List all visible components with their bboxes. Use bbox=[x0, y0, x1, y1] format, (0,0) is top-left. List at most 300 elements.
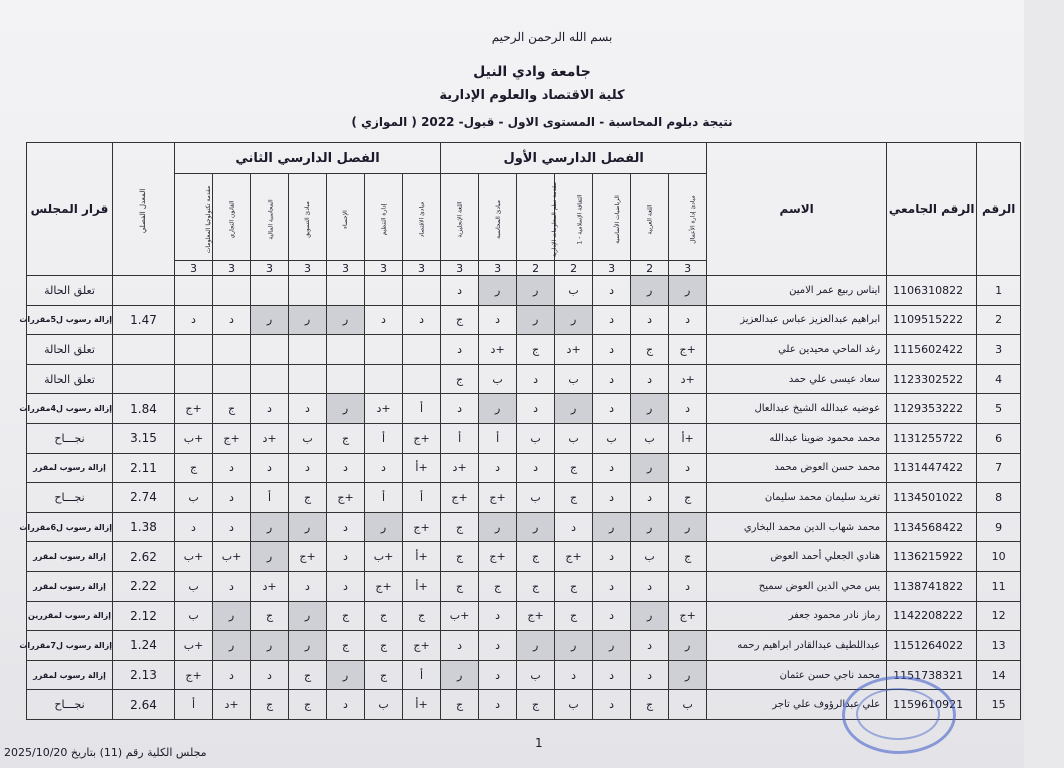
grade-cell: د bbox=[327, 512, 365, 542]
row-number: 14 bbox=[977, 660, 1021, 690]
grade-cell: أ+ bbox=[403, 690, 441, 720]
grade-cell: ج bbox=[631, 335, 669, 365]
grade-cell: ر bbox=[555, 394, 593, 424]
grade-cell bbox=[175, 335, 213, 365]
grade-cell bbox=[327, 276, 365, 306]
row-number: 10 bbox=[977, 542, 1021, 572]
student-id: 1129353222 bbox=[887, 394, 977, 424]
student-name: يس محي الدين العوض سميح bbox=[707, 571, 887, 601]
student-name: محمد حسن العوض محمد bbox=[707, 453, 887, 483]
grade-cell bbox=[365, 276, 403, 306]
credit-hours: 3 bbox=[479, 261, 517, 276]
grade-cell: ر bbox=[289, 631, 327, 661]
semester-gpa: 2.13 bbox=[113, 660, 175, 690]
grade-cell: د bbox=[403, 305, 441, 335]
grade-cell: د bbox=[175, 512, 213, 542]
grade-cell: د bbox=[669, 453, 707, 483]
grade-cell: ر bbox=[517, 305, 555, 335]
grade-cell: ج+ bbox=[441, 483, 479, 513]
grade-cell: ر bbox=[517, 512, 555, 542]
grade-cell: د bbox=[479, 660, 517, 690]
grade-cell: ر bbox=[669, 512, 707, 542]
grade-cell: ج bbox=[213, 394, 251, 424]
student-id: 1136215922 bbox=[887, 542, 977, 572]
grade-cell: د bbox=[365, 453, 403, 483]
grade-cell: د bbox=[479, 631, 517, 661]
grade-cell: ب+ bbox=[213, 542, 251, 572]
grade-cell: د bbox=[213, 483, 251, 513]
grade-cell: د bbox=[441, 276, 479, 306]
subject-header: اللغة العربية bbox=[631, 174, 669, 261]
name-header: الاسم bbox=[707, 143, 887, 276]
grade-cell: د bbox=[479, 305, 517, 335]
student-row bbox=[27, 335, 1021, 365]
grade-cell: ر bbox=[631, 512, 669, 542]
grade-cell: ج+ bbox=[669, 335, 707, 365]
grade-cell: ج bbox=[251, 601, 289, 631]
student-name: محمد محمود ضوينا عبدالله bbox=[707, 423, 887, 453]
subject-header: مبادئ الاقتصاد bbox=[403, 174, 441, 261]
no-header: الرقم bbox=[977, 143, 1021, 276]
grade-cell: ب bbox=[517, 660, 555, 690]
grade-cell: د bbox=[593, 453, 631, 483]
subject-header: القانون التجاري bbox=[213, 174, 251, 261]
grade-cell: ر bbox=[251, 512, 289, 542]
grade-cell: د bbox=[631, 305, 669, 335]
grade-cell: ج+ bbox=[213, 423, 251, 453]
grade-cell: ج bbox=[441, 571, 479, 601]
grade-cell: ب bbox=[555, 364, 593, 394]
grade-cell: أ bbox=[365, 483, 403, 513]
semester-gpa: 2.74 bbox=[113, 483, 175, 513]
grade-cell: د bbox=[593, 483, 631, 513]
grade-cell: د bbox=[593, 305, 631, 335]
grade-cell: ر bbox=[479, 512, 517, 542]
row-number: 7 bbox=[977, 453, 1021, 483]
grade-cell: ج+ bbox=[555, 542, 593, 572]
council-decision: إزالة رسوب لمقرر bbox=[27, 453, 113, 483]
grade-cell: د bbox=[213, 512, 251, 542]
grade-cell: ر bbox=[251, 305, 289, 335]
grade-cell: ج bbox=[403, 601, 441, 631]
grade-cell: ر bbox=[213, 631, 251, 661]
grade-cell: د bbox=[593, 690, 631, 720]
grade-cell: ر bbox=[289, 512, 327, 542]
grade-cell: ج bbox=[327, 423, 365, 453]
grade-cell: ج+ bbox=[517, 601, 555, 631]
grade-cell: د bbox=[327, 571, 365, 601]
grade-cell: د bbox=[213, 453, 251, 483]
credit-hours: 3 bbox=[593, 261, 631, 276]
faculty-name: كلية الاقتصاد والعلوم الإدارية bbox=[439, 88, 625, 103]
grade-cell: د+ bbox=[441, 453, 479, 483]
credit-hours: 3 bbox=[289, 261, 327, 276]
row-number: 6 bbox=[977, 423, 1021, 453]
grade-cell: ج+ bbox=[403, 512, 441, 542]
student-row bbox=[27, 423, 1021, 453]
subject-header: مبادئ إدارة الأعمال bbox=[669, 174, 707, 261]
grade-cell: ب bbox=[289, 423, 327, 453]
council-decision: نجـــاح bbox=[27, 690, 113, 720]
student-row bbox=[27, 512, 1021, 542]
grade-cell: ب+ bbox=[365, 542, 403, 572]
grade-cell: د bbox=[593, 276, 631, 306]
grade-cell: ج bbox=[555, 453, 593, 483]
grade-cell: أ+ bbox=[669, 423, 707, 453]
grade-cell: ج bbox=[517, 690, 555, 720]
student-row bbox=[27, 571, 1021, 601]
council-decision: إزالة رسوب ل7مقررات bbox=[27, 631, 113, 661]
subject-header: مقدمة تكنولوجيا المعلومات bbox=[175, 174, 213, 261]
grade-cell: ج+ bbox=[403, 631, 441, 661]
student-id: 1159610921 bbox=[887, 690, 977, 720]
grade-cell: د bbox=[669, 305, 707, 335]
row-number: 11 bbox=[977, 571, 1021, 601]
student-row bbox=[27, 276, 1021, 306]
row-number: 4 bbox=[977, 364, 1021, 394]
grade-cell: ج bbox=[669, 542, 707, 572]
council-decision: تعلق الحالة bbox=[27, 276, 113, 306]
row-number: 2 bbox=[977, 305, 1021, 335]
credit-hours: 3 bbox=[669, 261, 707, 276]
row-number: 9 bbox=[977, 512, 1021, 542]
grade-cell: ر bbox=[517, 276, 555, 306]
credit-hours: 2 bbox=[555, 261, 593, 276]
row-number: 12 bbox=[977, 601, 1021, 631]
grade-cell: د bbox=[479, 453, 517, 483]
grade-cell: أ bbox=[403, 394, 441, 424]
grade-cell: د bbox=[517, 364, 555, 394]
grade-cell: ب bbox=[517, 423, 555, 453]
council-decision: نجـــاح bbox=[27, 423, 113, 453]
semester-1-header: الفصل الدارسي الأول bbox=[441, 143, 707, 174]
student-id: 1151264022 bbox=[887, 631, 977, 661]
page-number: 1 bbox=[535, 736, 543, 750]
grade-cell bbox=[251, 276, 289, 306]
grade-cell: د bbox=[593, 335, 631, 365]
grade-cell: أ bbox=[403, 483, 441, 513]
student-name: عوضيه عبدالله الشيخ عبدالعال bbox=[707, 394, 887, 424]
council-decision: إزالة رسوب لمقررين bbox=[27, 601, 113, 631]
grade-cell: ب bbox=[517, 483, 555, 513]
grade-cell: ج bbox=[175, 453, 213, 483]
grade-cell bbox=[327, 335, 365, 365]
credit-hours: 3 bbox=[251, 261, 289, 276]
grade-cell bbox=[403, 335, 441, 365]
grade-cell: ج+ bbox=[365, 571, 403, 601]
credit-hours: 3 bbox=[175, 261, 213, 276]
grade-cell: د bbox=[517, 453, 555, 483]
credit-hours: 3 bbox=[403, 261, 441, 276]
grade-cell: ج bbox=[327, 601, 365, 631]
grade-cell bbox=[403, 276, 441, 306]
grade-cell: ج+ bbox=[479, 542, 517, 572]
student-id: 1134501022 bbox=[887, 483, 977, 513]
student-id: 1142208222 bbox=[887, 601, 977, 631]
row-number: 13 bbox=[977, 631, 1021, 661]
grade-cell: د bbox=[593, 364, 631, 394]
credit-hours: 2 bbox=[631, 261, 669, 276]
grade-cell: د bbox=[251, 394, 289, 424]
grade-cell bbox=[213, 364, 251, 394]
grade-cell: د bbox=[441, 394, 479, 424]
grade-cell: أ bbox=[441, 423, 479, 453]
grade-cell: ر bbox=[593, 512, 631, 542]
grade-cell: ج bbox=[669, 483, 707, 513]
grade-cell: د bbox=[593, 394, 631, 424]
grade-cell: ر bbox=[327, 394, 365, 424]
student-id: 1109515222 bbox=[887, 305, 977, 335]
grade-cell: د bbox=[593, 601, 631, 631]
grade-cell: أ+ bbox=[403, 453, 441, 483]
student-row bbox=[27, 394, 1021, 424]
grade-cell: د bbox=[593, 660, 631, 690]
grade-cell: أ bbox=[479, 423, 517, 453]
grade-cell: د bbox=[441, 335, 479, 365]
grade-cell: د bbox=[441, 631, 479, 661]
grade-cell bbox=[175, 364, 213, 394]
grade-cell: د bbox=[213, 571, 251, 601]
subject-header: الإحصاء bbox=[327, 174, 365, 261]
grade-cell: ب bbox=[365, 690, 403, 720]
grade-cell: د+ bbox=[251, 571, 289, 601]
grade-cell: د bbox=[327, 690, 365, 720]
grade-cell: ر bbox=[441, 660, 479, 690]
student-id: 1131255722 bbox=[887, 423, 977, 453]
grade-cell: د+ bbox=[213, 690, 251, 720]
row-number: 5 bbox=[977, 394, 1021, 424]
grade-cell: ج bbox=[441, 305, 479, 335]
grade-cell: ر bbox=[593, 631, 631, 661]
grade-cell bbox=[365, 364, 403, 394]
grade-cell: د bbox=[669, 571, 707, 601]
grade-cell: د bbox=[555, 512, 593, 542]
grade-cell: ر bbox=[365, 512, 403, 542]
grade-cell: ج+ bbox=[289, 542, 327, 572]
grade-cell: ر bbox=[555, 631, 593, 661]
subject-header: الرياضيات الأساسية bbox=[593, 174, 631, 261]
grade-cell: ج bbox=[441, 690, 479, 720]
student-name: هنادي الجعلي أحمد العوض bbox=[707, 542, 887, 572]
grade-cell: ب bbox=[175, 571, 213, 601]
grade-cell: ج bbox=[365, 631, 403, 661]
grade-cell: د bbox=[251, 660, 289, 690]
semester-2-header: الفصل الدارسي الثاني bbox=[175, 143, 441, 174]
council-decision: إزالة رسوب لمقرر bbox=[27, 542, 113, 572]
grade-cell: ر bbox=[251, 542, 289, 572]
subject-header: الثقافة الإسلامية - 1 bbox=[555, 174, 593, 261]
grade-cell: ب bbox=[555, 423, 593, 453]
grade-cell: ب+ bbox=[175, 542, 213, 572]
grade-cell bbox=[365, 335, 403, 365]
grade-cell: ب+ bbox=[175, 631, 213, 661]
grade-cell: أ bbox=[403, 660, 441, 690]
grade-cell: ج bbox=[517, 335, 555, 365]
student-row bbox=[27, 601, 1021, 631]
grade-cell: ج bbox=[555, 601, 593, 631]
semester-gpa bbox=[113, 335, 175, 365]
grade-cell: د bbox=[289, 394, 327, 424]
grade-cell: د bbox=[555, 660, 593, 690]
subject-header: المحاسبة المالية bbox=[251, 174, 289, 261]
grade-cell: د+ bbox=[479, 335, 517, 365]
credit-hours: 3 bbox=[365, 261, 403, 276]
student-name: تغريد سليمان محمد سليمان bbox=[707, 483, 887, 513]
grade-cell: أ bbox=[365, 423, 403, 453]
council-decision: إزالة رسوب لمقرر bbox=[27, 571, 113, 601]
grade-cell: ر bbox=[327, 660, 365, 690]
student-row bbox=[27, 542, 1021, 572]
grade-cell bbox=[403, 364, 441, 394]
grade-cell: ب bbox=[669, 690, 707, 720]
grade-cell bbox=[289, 364, 327, 394]
student-name: رماز نادر محمود جعفر bbox=[707, 601, 887, 631]
student-id: 1151738321 bbox=[887, 660, 977, 690]
grade-cell: ب bbox=[631, 542, 669, 572]
row-number: 8 bbox=[977, 483, 1021, 513]
council-decision: إزالة رسوب ل4مقررات bbox=[27, 394, 113, 424]
grade-cell: ب bbox=[631, 423, 669, 453]
student-row bbox=[27, 364, 1021, 394]
grade-cell: د bbox=[669, 394, 707, 424]
council-decision: تعلق الحالة bbox=[27, 364, 113, 394]
university-name: جامعة وادي النيل bbox=[473, 64, 591, 80]
grade-cell: د bbox=[593, 542, 631, 572]
semester-gpa: 1.24 bbox=[113, 631, 175, 661]
grade-cell bbox=[251, 335, 289, 365]
sid-header: الرقم الجامعي bbox=[887, 143, 977, 276]
grade-cell: د+ bbox=[365, 394, 403, 424]
grade-cell: ب bbox=[175, 483, 213, 513]
grade-cell: ر bbox=[479, 394, 517, 424]
credit-hours: 3 bbox=[213, 261, 251, 276]
grade-cell: ب+ bbox=[441, 601, 479, 631]
grade-cell: د bbox=[289, 571, 327, 601]
grade-cell: د bbox=[289, 453, 327, 483]
semester-gpa: 2.12 bbox=[113, 601, 175, 631]
subject-header: مقدمة نظم المعلومات الإدارية bbox=[517, 174, 555, 261]
grade-cell: ر bbox=[631, 276, 669, 306]
result-title: نتيجة دبلوم المحاسبة - المستوى الاول - قبول- 2022 ( الموازي ) bbox=[351, 115, 733, 129]
official-stamp-inner bbox=[856, 688, 940, 740]
grade-cell: ج bbox=[365, 660, 403, 690]
student-id: 1106310822 bbox=[887, 276, 977, 306]
credit-hours: 3 bbox=[327, 261, 365, 276]
student-name: رغد الماحي محيدين علي bbox=[707, 335, 887, 365]
semester-gpa: 2.62 bbox=[113, 542, 175, 572]
grade-cell: د bbox=[631, 631, 669, 661]
grade-cell: د bbox=[593, 571, 631, 601]
council-decision: إزالة رسوب لمقرر bbox=[27, 660, 113, 690]
student-name: علي عبدالرؤوف علي تاجر bbox=[707, 690, 887, 720]
student-row bbox=[27, 453, 1021, 483]
grade-cell: د bbox=[517, 394, 555, 424]
grade-cell: ر bbox=[631, 601, 669, 631]
semester-gpa: 1.38 bbox=[113, 512, 175, 542]
council-decision: نجـــاح bbox=[27, 483, 113, 513]
grade-cell: ب bbox=[555, 690, 593, 720]
grade-cell bbox=[251, 364, 289, 394]
grade-cell: ب bbox=[175, 601, 213, 631]
student-id: 1134568422 bbox=[887, 512, 977, 542]
semester-gpa: 2.22 bbox=[113, 571, 175, 601]
student-name: محمد ناجي حسن عثمان bbox=[707, 660, 887, 690]
grade-cell: ب bbox=[555, 276, 593, 306]
semester-gpa bbox=[113, 276, 175, 306]
subject-header: مبادئ المحاسبة bbox=[479, 174, 517, 261]
student-name: ايناس ربيع عمر الامين bbox=[707, 276, 887, 306]
grade-cell: ر bbox=[289, 305, 327, 335]
student-name: عبداللطيف عبدالقادر ابراهيم رحمه bbox=[707, 631, 887, 661]
grade-cell: د bbox=[213, 660, 251, 690]
semester-gpa: 2.11 bbox=[113, 453, 175, 483]
grade-cell: د+ bbox=[555, 335, 593, 365]
grade-cell: د bbox=[631, 364, 669, 394]
grade-cell: د bbox=[631, 571, 669, 601]
grade-cell: ج bbox=[517, 571, 555, 601]
semester-gpa bbox=[113, 364, 175, 394]
grade-cell: ج+ bbox=[175, 660, 213, 690]
grade-cell: ر bbox=[479, 276, 517, 306]
grade-cell: د bbox=[365, 305, 403, 335]
grade-cell: ر bbox=[327, 305, 365, 335]
grade-cell: ج bbox=[555, 571, 593, 601]
student-row bbox=[27, 305, 1021, 335]
student-name: سعاد عيسى علي حمد bbox=[707, 364, 887, 394]
council-meeting-note: مجلس الكلية رقم (11) بتاريخ 2025/10/20 bbox=[4, 746, 207, 759]
student-id: 1131447422 bbox=[887, 453, 977, 483]
grade-cell: ر bbox=[517, 631, 555, 661]
grade-cell: ر bbox=[555, 305, 593, 335]
student-id: 1115602422 bbox=[887, 335, 977, 365]
grade-cell: د bbox=[327, 453, 365, 483]
grade-cell: ج+ bbox=[403, 423, 441, 453]
student-id: 1138741822 bbox=[887, 571, 977, 601]
grade-cell: ب bbox=[479, 364, 517, 394]
grade-cell: د bbox=[175, 305, 213, 335]
council-decision: إزالة رسوب ل5مقررات bbox=[27, 305, 113, 335]
grade-cell: د bbox=[213, 305, 251, 335]
grade-cell: ج bbox=[251, 690, 289, 720]
row-number: 15 bbox=[977, 690, 1021, 720]
grade-cell: أ bbox=[251, 483, 289, 513]
grade-cell: ر bbox=[251, 631, 289, 661]
grade-cell bbox=[289, 276, 327, 306]
grade-cell: ج bbox=[555, 483, 593, 513]
grade-cell: ب+ bbox=[175, 423, 213, 453]
grade-cell: ر bbox=[631, 394, 669, 424]
semester-gpa: 2.64 bbox=[113, 690, 175, 720]
grade-cell: ج bbox=[289, 690, 327, 720]
student-name: ابراهيم عبدالعزيز عباس عبدالعزيز bbox=[707, 305, 887, 335]
grade-cell: د+ bbox=[669, 364, 707, 394]
grade-cell: ج bbox=[365, 601, 403, 631]
student-id: 1123302522 bbox=[887, 364, 977, 394]
gpa-header: المعدل الفصلي bbox=[113, 143, 175, 276]
grade-cell: ج bbox=[517, 542, 555, 572]
grade-cell: د bbox=[327, 542, 365, 572]
student-name: محمد شهاب الدين محمد البخاري bbox=[707, 512, 887, 542]
grade-cell: ر bbox=[289, 601, 327, 631]
grade-cell: ب bbox=[593, 423, 631, 453]
grade-cell: ج bbox=[441, 542, 479, 572]
grade-cell: د+ bbox=[251, 423, 289, 453]
grade-cell: ج+ bbox=[669, 601, 707, 631]
grade-cell: ج bbox=[631, 690, 669, 720]
council-decision: تعلق الحالة bbox=[27, 335, 113, 365]
council-decision: إزالة رسوب ل6مقررات bbox=[27, 512, 113, 542]
student-row bbox=[27, 631, 1021, 661]
